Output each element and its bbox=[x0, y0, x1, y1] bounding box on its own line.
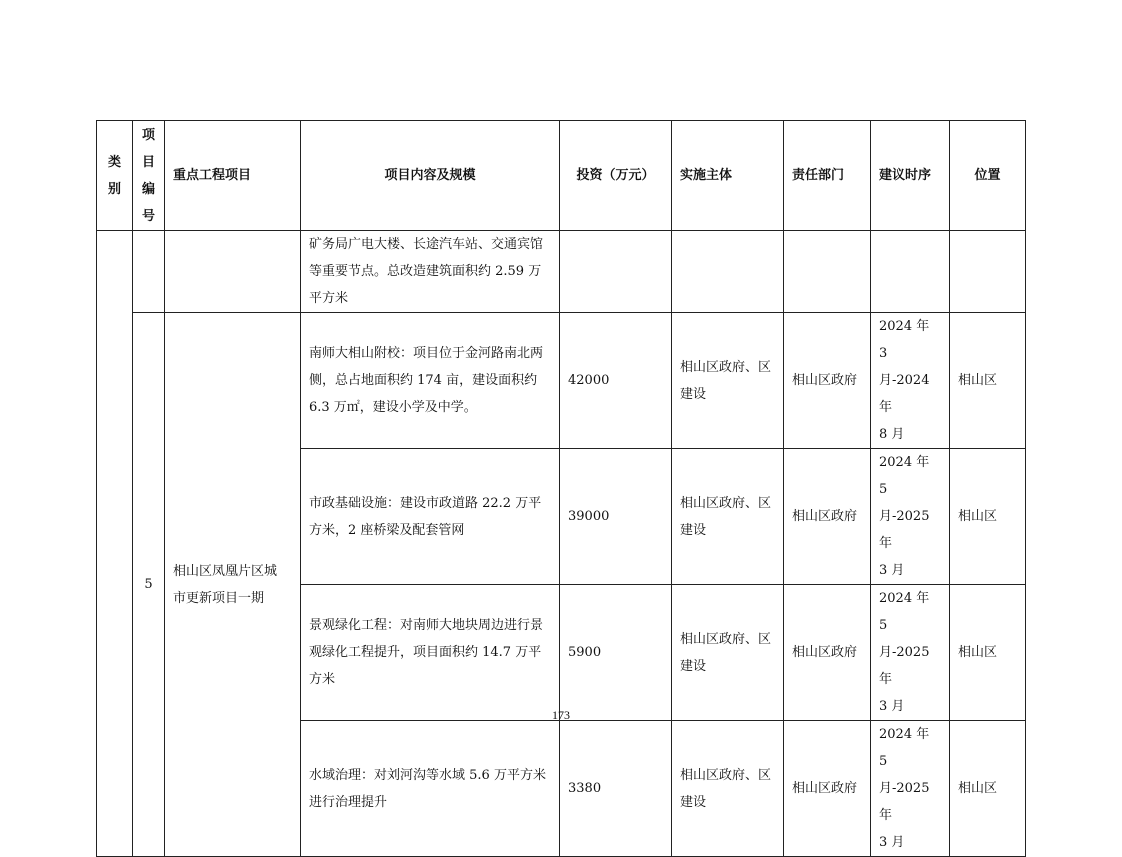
implementer-cell: 相山区政府、区 建设 bbox=[672, 585, 784, 721]
timeline-cell bbox=[871, 231, 950, 313]
investment-cell: 39000 bbox=[560, 449, 672, 585]
projects-table bbox=[96, 120, 1026, 857]
page-number: 173 bbox=[552, 708, 570, 722]
project-cell: 相山区凤凰片区城 市更新项目一期 bbox=[165, 313, 301, 857]
content-cell: 景观绿化工程：对南师大地块周边进行景 观绿化工程提升，项目面积约 14.7 万平 方米 bbox=[301, 585, 560, 721]
content-cell: 市政基础设施：建设市政道路 22.2 万平 方米，2 座桥梁及配套管网 bbox=[301, 449, 560, 585]
implementer-cell: 相山区政府、区 建设 bbox=[672, 721, 784, 857]
header-row bbox=[97, 121, 1026, 231]
content-cell: 水域治理：对刘河沟等水域 5.6 万平方米 进行治理提升 bbox=[301, 721, 560, 857]
location-cell: 相山区 bbox=[950, 449, 1026, 585]
location-cell bbox=[950, 231, 1026, 313]
header-timeline: 建议时序 bbox=[871, 121, 950, 231]
content-cell: 南师大相山附校：项目位于金河路南北两 侧，总占地面积约 174 亩，建设面积约 6.3 万㎡，建设小学及中学。 bbox=[301, 313, 560, 449]
location-cell: 相山区 bbox=[950, 313, 1026, 449]
department-cell: 相山区政府 bbox=[784, 449, 871, 585]
header-content: 项目内容及规模 bbox=[301, 121, 560, 231]
department-cell: 相山区政府 bbox=[784, 585, 871, 721]
item-no-cell: 5 bbox=[133, 313, 165, 857]
category-cell bbox=[97, 231, 133, 857]
header-department: 责任部门 bbox=[784, 121, 871, 231]
timeline-cell: 2024 年 5 月-2025 年 3 月 bbox=[871, 585, 950, 721]
project-cell bbox=[165, 231, 301, 313]
department-cell bbox=[784, 231, 871, 313]
timeline-cell: 2024 年 5 月-2025 年 3 月 bbox=[871, 449, 950, 585]
content-cell: 矿务局广电大楼、长途汽车站、交通宾馆 等重要节点。总改造建筑面积约 2.59 万 平方米 bbox=[301, 231, 560, 313]
investment-cell bbox=[560, 231, 672, 313]
implementer-cell: 相山区政府、区 建设 bbox=[672, 313, 784, 449]
header-location: 位置 bbox=[950, 121, 1026, 231]
header-implementer: 实施主体 bbox=[672, 121, 784, 231]
timeline-cell: 2024 年 5 月-2025 年 3 月 bbox=[871, 721, 950, 857]
department-cell: 相山区政府 bbox=[784, 313, 871, 449]
investment-cell: 5900 bbox=[560, 585, 672, 721]
header-item-no: 项 目 编 号 bbox=[133, 121, 165, 231]
investment-cell: 3380 bbox=[560, 721, 672, 857]
table-row bbox=[97, 313, 1026, 449]
timeline-cell: 2024 年 3 月-2024 年 8 月 bbox=[871, 313, 950, 449]
header-category: 类 别 bbox=[97, 121, 133, 231]
table-row bbox=[97, 231, 1026, 313]
location-cell: 相山区 bbox=[950, 721, 1026, 857]
location-cell: 相山区 bbox=[950, 585, 1026, 721]
item-no-cell bbox=[133, 231, 165, 313]
header-project: 重点工程项目 bbox=[165, 121, 301, 231]
investment-cell: 42000 bbox=[560, 313, 672, 449]
department-cell: 相山区政府 bbox=[784, 721, 871, 857]
implementer-cell bbox=[672, 231, 784, 313]
implementer-cell: 相山区政府、区 建设 bbox=[672, 449, 784, 585]
header-investment: 投资（万元） bbox=[560, 121, 672, 231]
